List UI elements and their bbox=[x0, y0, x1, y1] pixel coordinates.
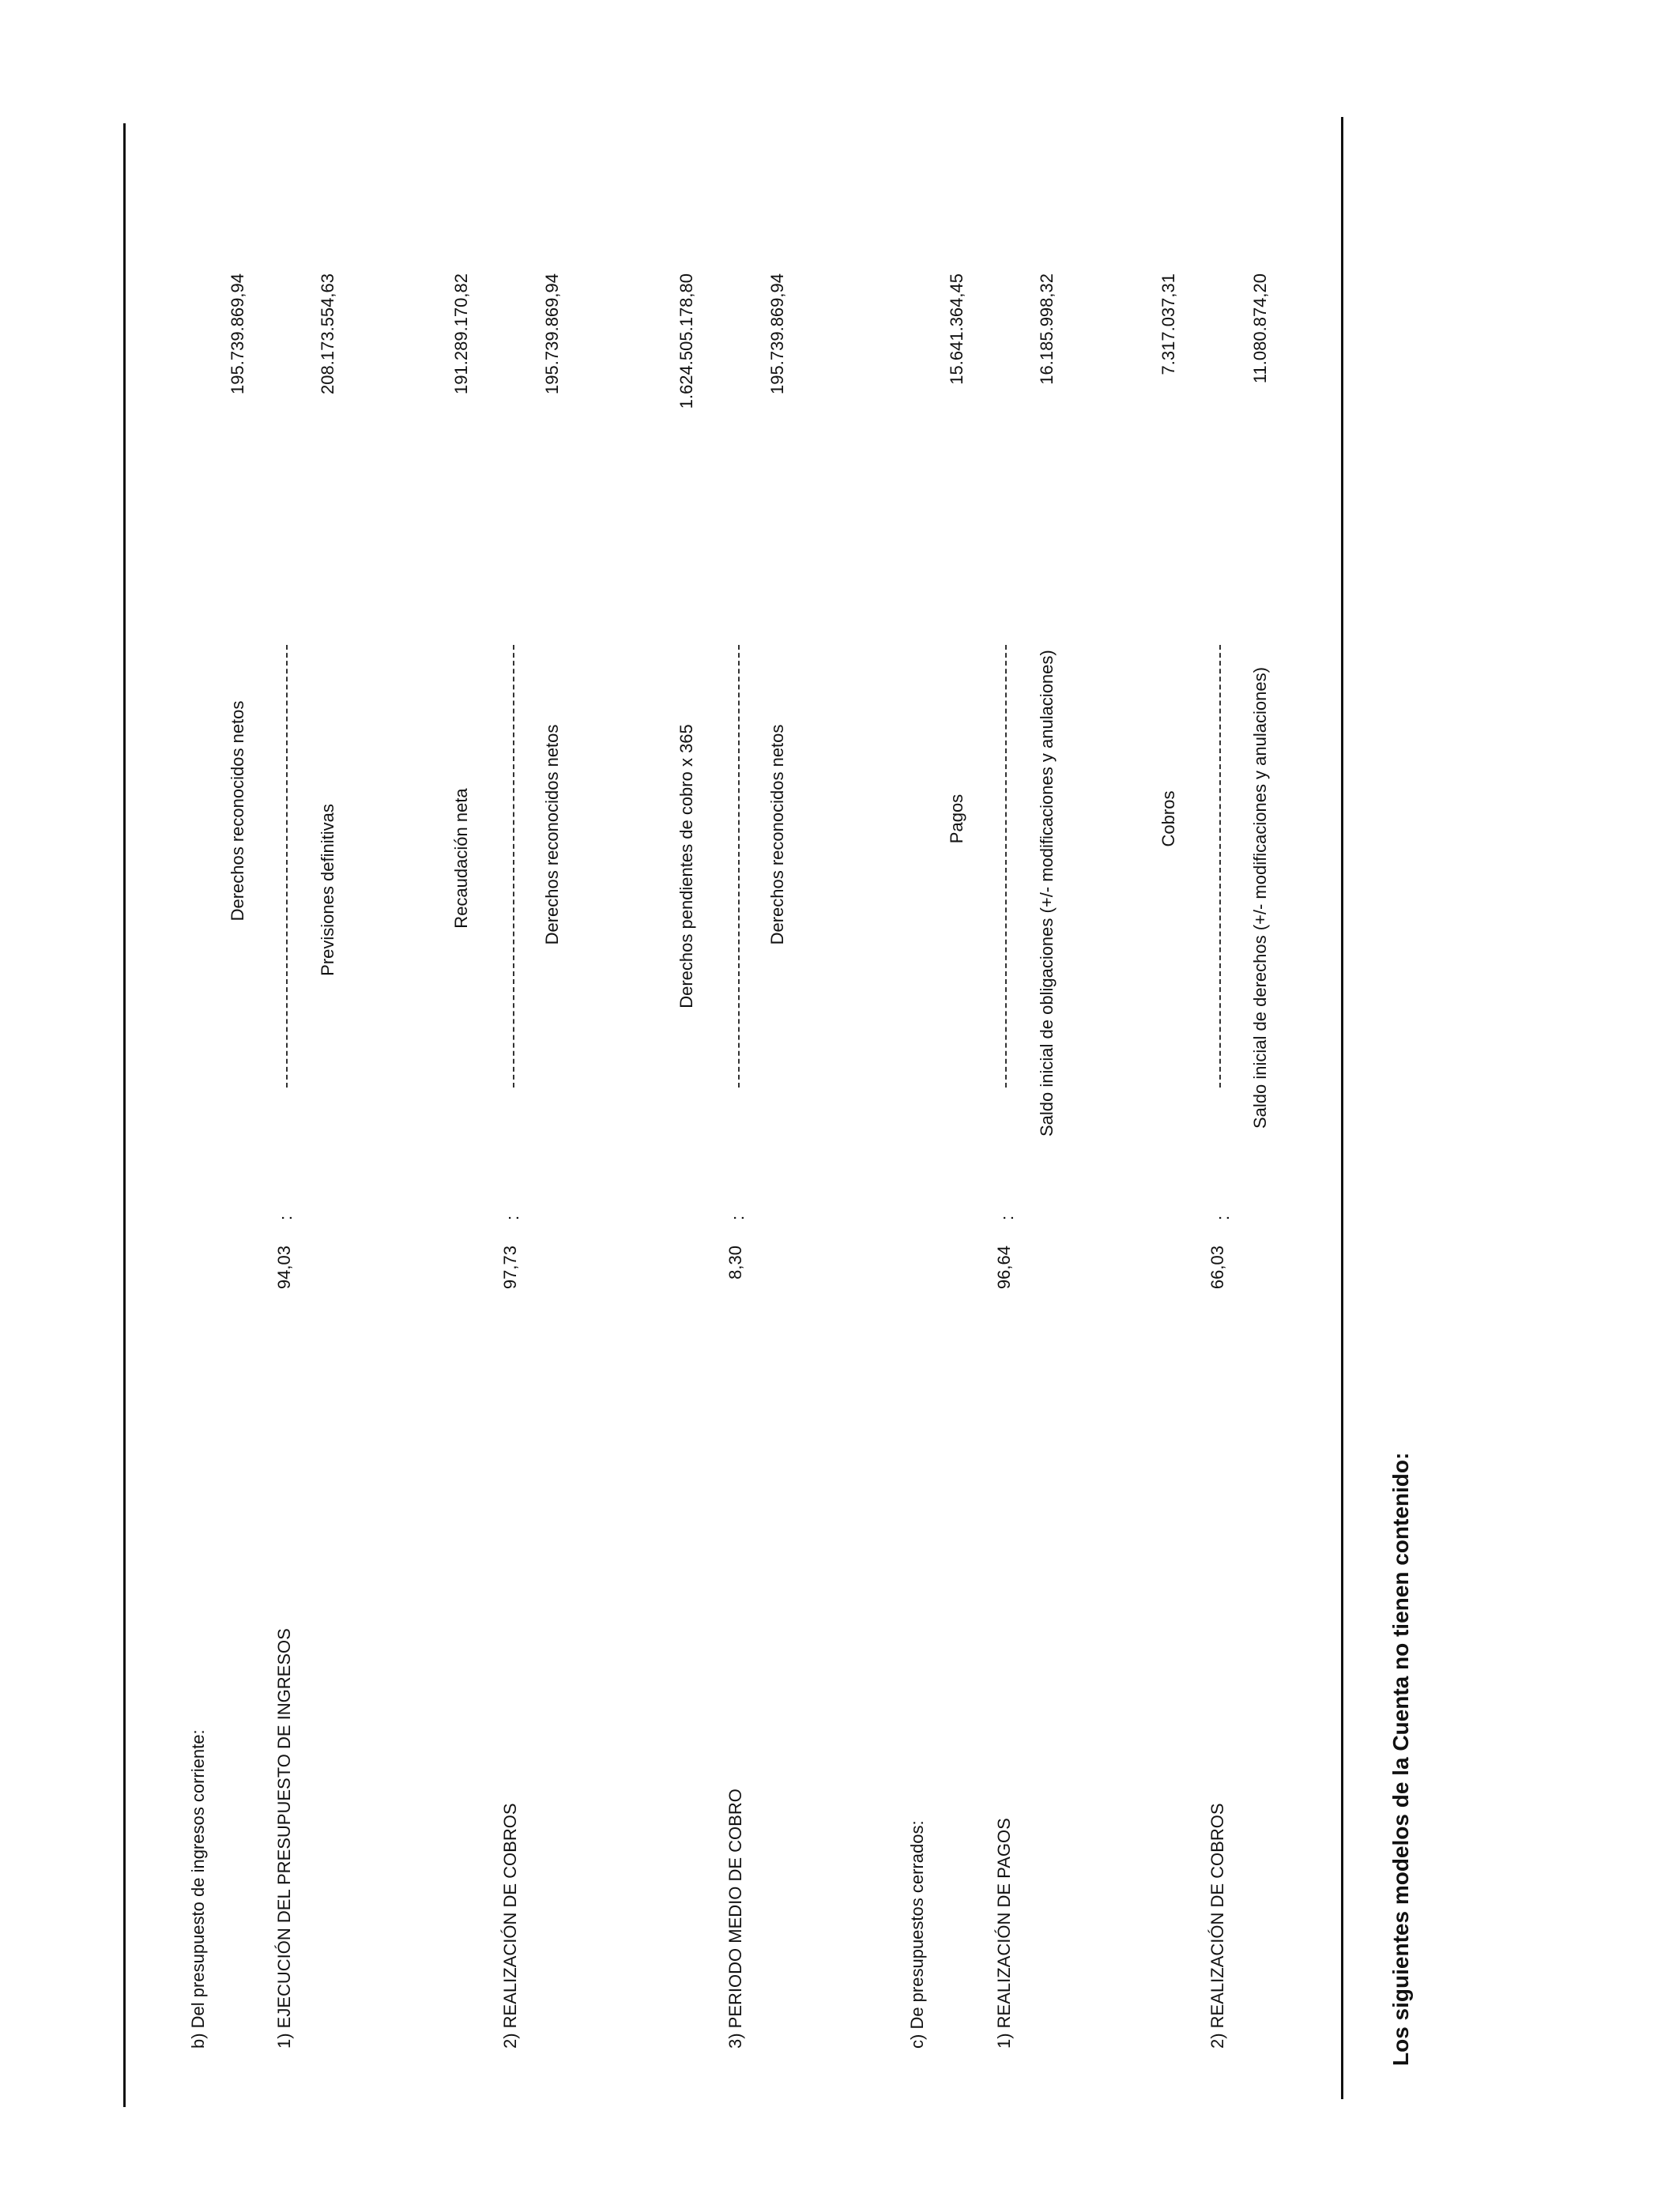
numerator-value: 1.624.505.178,80 bbox=[676, 273, 696, 409]
numerator-label: Pagos bbox=[947, 794, 966, 844]
ratio-value: 94,03 bbox=[274, 1246, 294, 1290]
numerator-value: 195.739.869,94 bbox=[228, 273, 247, 394]
colon: : bbox=[997, 1215, 1017, 1220]
colon: : bbox=[503, 1215, 522, 1220]
denominator-label: Derechos reconocidos netos bbox=[767, 724, 787, 945]
denominator-value: 16.185.998,32 bbox=[1037, 273, 1057, 385]
row-label: 1) REALIZACIÓN DE PAGOS bbox=[994, 1818, 1014, 2049]
row-label: 3) PERIODO MEDIO DE COBRO bbox=[725, 1789, 745, 2049]
numerator-value: 191.289.170,82 bbox=[451, 273, 471, 394]
colon: : bbox=[276, 1215, 296, 1220]
colon: : bbox=[728, 1215, 748, 1220]
numerator-label: Derechos pendientes de cobro x 365 bbox=[676, 724, 696, 1008]
denominator-value: 195.739.869,94 bbox=[767, 273, 787, 394]
numerator-value: 7.317.037,31 bbox=[1158, 273, 1178, 375]
ratio-value: 8,30 bbox=[725, 1246, 745, 1280]
fraction-line bbox=[1005, 645, 1007, 1088]
section-b-title: b) Del presupuesto de ingresos corriente: bbox=[188, 1729, 208, 2049]
ratio-value: 66,03 bbox=[1207, 1246, 1227, 1290]
row-label: 1) EJECUCIÓN DEL PRESUPUESTO DE INGRESOS bbox=[274, 1628, 294, 2049]
fraction-line bbox=[1219, 645, 1221, 1088]
denominator-label: Saldo inicial de derechos (+/- modificaciones y anulaciones) bbox=[1250, 667, 1270, 1129]
numerator-value: 15.641.364,45 bbox=[947, 273, 966, 385]
row-label: 2) REALIZACIÓN DE COBROS bbox=[1207, 1803, 1227, 2049]
row-label: 2) REALIZACIÓN DE COBROS bbox=[500, 1803, 520, 2049]
numerator-label: Recaudación neta bbox=[451, 788, 471, 929]
fraction-line bbox=[738, 645, 740, 1088]
denominator-label: Saldo inicial de obligaciones (+/- modificaciones y anulaciones) bbox=[1037, 650, 1057, 1137]
denominator-value: 208.173.554,63 bbox=[318, 273, 337, 394]
numerator-label: Cobros bbox=[1158, 790, 1178, 847]
denominator-label: Previsiones definitivas bbox=[318, 804, 337, 976]
bottom-rule bbox=[1341, 117, 1343, 2099]
ratio-value: 97,73 bbox=[500, 1246, 520, 1290]
section-c-title: c) De presupuestos cerrados: bbox=[907, 1820, 927, 2049]
fraction-line bbox=[286, 645, 288, 1088]
footer-note: Los siguientes modelos de la Cuenta no tienen contenido: bbox=[1388, 1452, 1413, 2066]
colon: : bbox=[1213, 1215, 1233, 1220]
numerator-label: Derechos reconocidos netos bbox=[228, 700, 247, 922]
ratio-value: 96,64 bbox=[994, 1246, 1014, 1290]
denominator-value: 11.080.874,20 bbox=[1250, 273, 1270, 384]
denominator-value: 195.739.869,94 bbox=[542, 273, 562, 394]
fraction-line bbox=[513, 645, 514, 1088]
denominator-label: Derechos reconocidos netos bbox=[542, 724, 562, 945]
top-rule bbox=[123, 123, 126, 2107]
